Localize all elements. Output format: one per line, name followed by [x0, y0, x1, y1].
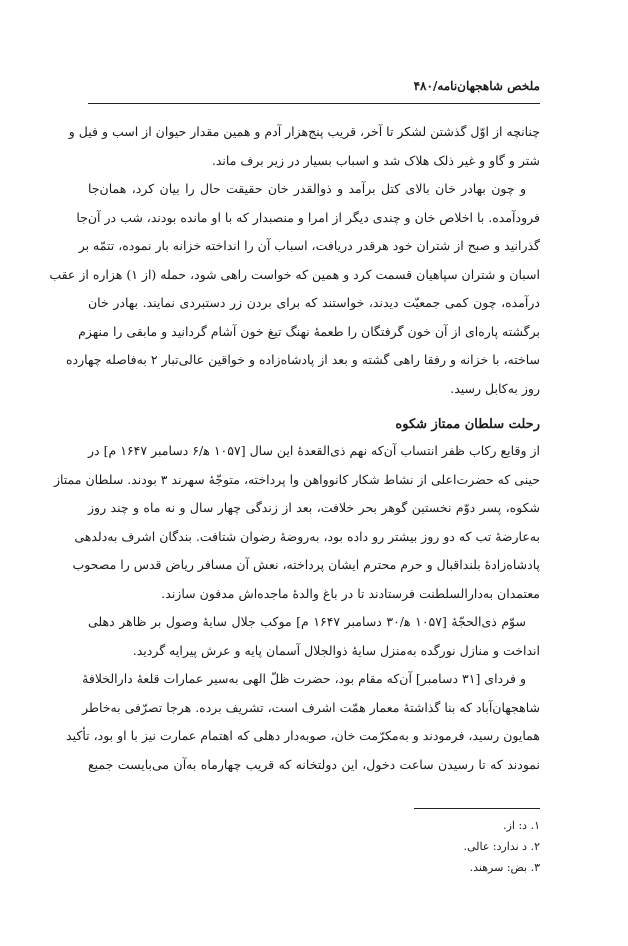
text-line: و چون بهادر خان بالای کتل برآمد و ذوالقدر خان حقیقت حال را بیان کرد، همان‌جا: [88, 181, 526, 196]
footnote: ۲. د ندارد: عالی.: [463, 840, 540, 853]
text-line: درآمده، چون کمی جمعیّت دیدند، خواستند که برای بردن زر دستبردی نمایند. بهادر خان: [88, 295, 540, 310]
text-line: چنانچه از اوّل گذشتن لشکر تا آخر، قریب پنج‌هزار آدم و همین مقدار حیوان از اسب و فیل و: [68, 124, 540, 139]
text-line: شکوه، پسر دوّم نخستین گوهر بحر خلافت، بعد از زندگی چهار سال و نه ماه و چند روز: [88, 500, 540, 515]
text-line: گذرانید و صبح از شتران خود هرقدر دریافت، اسباب آن را انداخته خزانه بار نموده، تتمّه بر: [78, 238, 540, 253]
text-line: ساخته، با خزانه و رفقا راهی گشته و بعد از پادشاه‌زاده و خواقین عالی‌تبار ۲ به‌فاصله چهارده: [65, 352, 540, 367]
text-line: نمودند که تا رسیدن ساعت دخول، این دولتخانه که قریب چهارماه به‌آن می‌بایست جمیع: [88, 756, 540, 772]
text-line: به‌عارضهٔ تب که دو روز بیشتر رو داده بود، به‌روضهٔ رضوان شتافت. بندگان اشرف به‌دلدهی: [74, 528, 540, 544]
text-line: انداخت و منازل نورگده به‌منزل سایهٔ ذوالجلال آسمان پایه و عرش پیرایه گردید.: [132, 642, 540, 658]
paragraph: [53, 437, 540, 608]
text-line: شاهجهان‌آباد که بنا گذاشتهٔ معمار همّت اشرف است، تشریف برده. هرجا تصرّفی به‌خاطر: [82, 699, 540, 715]
footnote-rule: [414, 808, 540, 809]
footnote: ۳. بض: سرهند.: [469, 861, 540, 874]
text-line: معتمدان به‌دارالسلطنت فرستادند تا در باغ والدهٔ ماجده‌اش مدفون سازند.: [161, 585, 540, 601]
text-line: شتر و گاو و غیر ذلک هلاک شد و اسباب بسیار در زیر برف ماند.: [211, 152, 540, 168]
text-line: روز به‌کابل رسید.: [450, 380, 540, 396]
footnotes: [88, 808, 540, 878]
running-title: ملخص شاهجهان‌نامه/۴۸۰: [413, 79, 540, 93]
text-line: اسبان و شتران سپاهیان قسمت کرد و همین که خواست راهی شود، حمله (از ۱) هزاره از عقب: [49, 266, 540, 282]
text-line: و فردای [۳۱ دسامبر] آن‌که مقام بود، حضرت ظلّ الهی به‌سیر عمارات قلعهٔ دارالخلافهٔ: [82, 671, 526, 686]
text-line: پادشاه‌زادهٔ بلنداقبال و حرم محترم ایشان پرداخته، نعش آن مسافر ریاض قدس را مصحوب: [72, 557, 540, 572]
text-line: برگشته پاره‌ای از آن خون گرفتگان را طعمهٔ نهنگ تیغ خون آشام گردانید و مابقی را منهزم: [78, 323, 540, 339]
text-line: همایون رسید، فرمودند و به‌مکرّمت خان، صوبه‌دار دهلی که اهتمام عمارت نیز با او بود، تأکید: [66, 728, 540, 743]
paragraph: [68, 118, 540, 175]
text-line: فرودآمده. با اخلاص خان و چندی دیگر از امرا و منصبدار که با او مانده بودند، شب در آن‌جا: [76, 209, 540, 225]
footnote: ۱. د: از.: [503, 819, 540, 832]
text-line: حینی که حضرت‌اعلی از نشاط شکار کانوواهن وا پرداخته، متوجّهٔ سهرند ۳ بودند. سلطان ممتاز: [53, 471, 540, 487]
paragraph: [66, 665, 540, 779]
running-header: [88, 78, 540, 94]
paragraph: [49, 175, 540, 403]
text-line: سوّم ذی‌الحجّهٔ [۱۰۵۷ ه‍/۳۰ دسامبر ۱۶۴۷ م] موکب جلال سایهٔ وصول بر ظاهر دهلی: [88, 614, 526, 629]
header-rule: [88, 103, 540, 104]
paragraph: [88, 608, 540, 665]
text-line: از وقایع رکاب ظفر انتساب آن‌که نهم ذی‌القعدهٔ این سال [۱۰۵۷ ه‍/۶ دسامبر ۱۶۴۷ م] در: [88, 443, 540, 458]
body-text: [49, 118, 540, 779]
section-heading: رحلت سلطان ممتاز شکوه: [395, 417, 540, 432]
